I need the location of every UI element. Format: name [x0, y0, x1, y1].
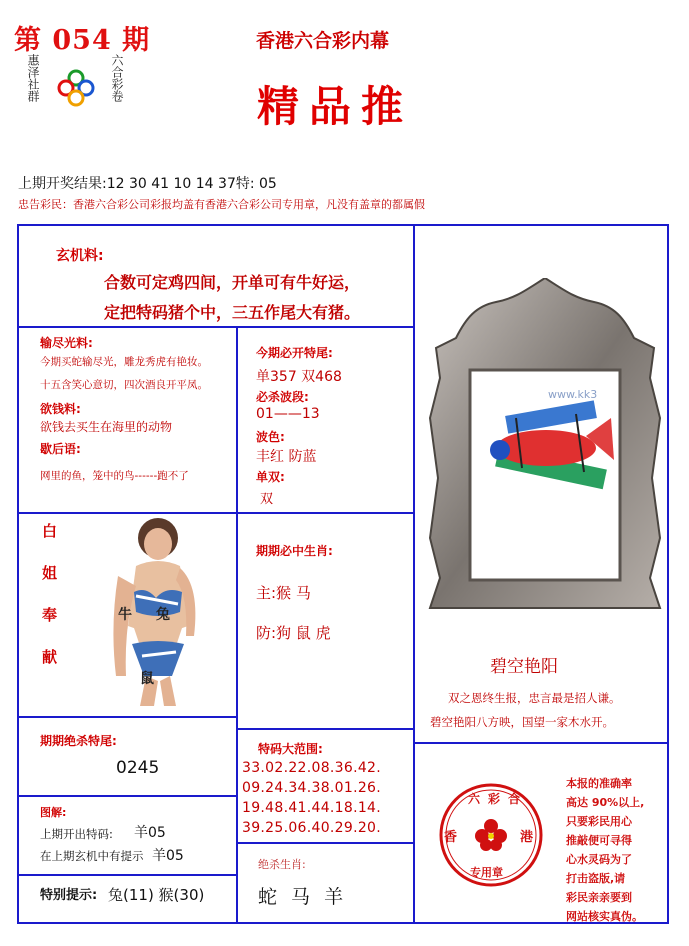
big-title: 精品推 [257, 82, 414, 131]
right-vertical-text: 六合彩卷 [110, 54, 124, 102]
qian-label: 欲钱料: [40, 402, 81, 416]
frame-watermark: www.kk3 [548, 388, 598, 401]
wave-label: 必杀波段: [256, 390, 309, 404]
bikai-title: 今期必开特尾: [256, 346, 333, 360]
img-label-rabbit: 兔 [156, 607, 170, 623]
promo-line-1: 本报的准确率 [566, 777, 632, 790]
warning-line: 忠告彩民：香港六合彩公司彩报均盖有香港六合彩公司专用章，凡没有盖章的都属假 [18, 198, 425, 211]
baijie-char-2: 姐 [42, 564, 58, 582]
baijie-char-3: 奉 [42, 606, 58, 624]
tebie-value: 兔(11) 猴(30) [108, 886, 205, 904]
baijie-char-4: 献 [42, 648, 58, 666]
lottery-logo-icon [56, 68, 96, 108]
color-text: 丰红 防蓝 [256, 449, 317, 465]
xiehou-label: 歇后语: [40, 442, 81, 456]
divider-h4 [236, 728, 415, 730]
juesha-title: 期期绝杀特尾: [40, 734, 117, 748]
jueshashengxiao-title: 绝杀生肖: [258, 858, 306, 871]
tujie-line1-label: 上期开出特码: [40, 827, 113, 841]
color-label: 波色: [256, 430, 285, 444]
promo-line-5: 心水灵码为了 [566, 853, 632, 866]
xuanji-label: 玄机料: [56, 248, 104, 264]
frame-caption: 碧空艳阳 [490, 657, 558, 677]
tema-title: 特码大范围: [258, 742, 323, 756]
divider-h7 [17, 874, 238, 876]
divider-h1 [17, 326, 415, 328]
tujie-line2-label: 在上期玄机中有提示 [40, 849, 144, 863]
seal-left: 香 [444, 830, 458, 845]
border-right [667, 224, 669, 924]
promo-line-6: 打击盗版,请 [566, 872, 626, 885]
divider-h5 [17, 795, 238, 797]
tema-row-1: 33.02.22.08.36.42. [242, 760, 381, 776]
promo-line-3: 只要彩民用心 [566, 815, 632, 828]
seal-bottom: 专用章 [470, 866, 503, 879]
img-label-rat: 鼠 [140, 671, 154, 687]
qian-text: 欲钱去买生在海里的动物 [40, 420, 173, 434]
divider-vertical-inner [236, 326, 238, 922]
bikai-tail: 单357 双468 [256, 369, 342, 385]
divider-vertical-main [413, 224, 415, 924]
img-label-ox: 牛 [118, 607, 132, 623]
odd-text: 双 [260, 492, 274, 507]
border-top [17, 224, 669, 226]
tujie-line1-value: 羊05 [134, 825, 166, 841]
shengxiao-fang: 防:狗 鼠 虎 [256, 624, 331, 642]
divider-h6 [236, 842, 415, 844]
frame-line1: 双之恩终生报，忠言最是招人谦。 [448, 691, 621, 705]
promo-line-8: 网站核实真伪。 [566, 910, 643, 923]
tema-row-4: 39.25.06.40.29.20. [242, 820, 381, 836]
border-left [17, 224, 19, 924]
shujin-label: 输尽光料: [40, 336, 93, 350]
tujie-line2-value: 羊05 [152, 848, 184, 864]
divider-h2 [17, 512, 415, 514]
tema-row-3: 19.48.41.44.18.14. [242, 800, 381, 816]
seal-top: 六彩合 [468, 792, 529, 806]
tebie-label: 特别提示: [40, 888, 98, 903]
last-result: 上期开奖结果:12 30 41 10 14 37特: 05 [18, 176, 277, 192]
xuanji-line1: 合数可定鸡四间，开单可有牛好运， [104, 273, 361, 292]
jueshashengxiao-value: 蛇 马 羊 [258, 886, 348, 908]
juesha-value: 0245 [116, 758, 160, 778]
divider-h8 [413, 742, 669, 744]
tema-row-2: 09.24.34.38.01.26. [242, 780, 381, 796]
frame-line2: 碧空艳阳八方映，国望一家木水开。 [430, 715, 614, 729]
shengxiao-main: 主:猴 马 [256, 584, 311, 602]
left-vertical-text: 惠泽社群 [26, 54, 40, 102]
issue-number: 第 054 期 [14, 25, 151, 56]
promo-line-7: 彩民亲亲要到 [566, 891, 632, 904]
shujin-line2: 十五含笑心意切，四次酒良开平凤。 [40, 379, 208, 391]
tujie-label: 图解: [40, 806, 67, 819]
shengxiao-title: 期期必中生肖: [256, 544, 333, 558]
shujin-line1: 今期买蛇输尽光，雕龙秀虎有艳妆。 [40, 356, 208, 368]
xiehou-text: 网里的鱼，笼中的鸟------跑不了 [40, 470, 189, 482]
odd-label: 单双: [256, 470, 285, 484]
seal-right: 港 [520, 830, 534, 845]
wave-text: 01——13 [256, 406, 320, 422]
promo-text [566, 774, 666, 926]
divider-h3 [17, 716, 238, 718]
promo-line-2: 高达 90%以上, [566, 796, 645, 809]
hk-title: 香港六合彩内幕 [256, 30, 390, 52]
baijie-char-1: 白 [42, 522, 58, 540]
ornate-frame [426, 278, 664, 614]
promo-line-4: 推敲便可寻得 [566, 834, 632, 847]
xuanji-line2: 定把特码猪个中，三五作尾大有猪。 [104, 303, 361, 322]
